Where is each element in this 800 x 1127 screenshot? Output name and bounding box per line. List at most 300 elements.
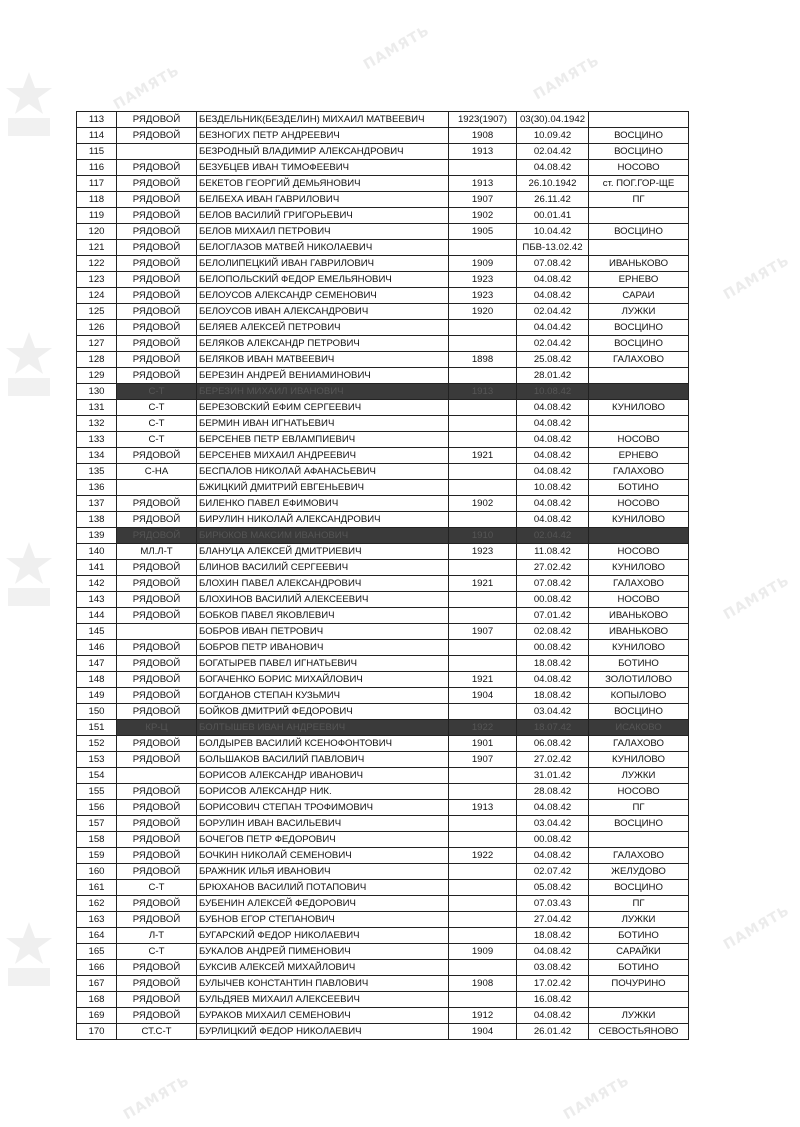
table-row	[77, 352, 689, 368]
birth-year-cell	[449, 608, 517, 624]
death-date-cell: 18.08.42	[517, 928, 589, 944]
rank-cell: С-Т	[117, 880, 197, 896]
death-date-cell: 03.08.42	[517, 960, 589, 976]
watermark-text: ПАМЯТЬ	[110, 62, 183, 114]
row-number: 145	[77, 624, 117, 640]
name-cell: БОЛЬШАКОВ ВАСИЛИЙ ПАВЛОВИЧ	[197, 752, 449, 768]
name-cell: БОГДАНОВ СТЕПАН КУЗЬМИЧ	[197, 688, 449, 704]
name-cell: БЛОХИН ПАВЕЛ АЛЕКСАНДРОВИЧ	[197, 576, 449, 592]
row-number: 140	[77, 544, 117, 560]
name-cell: БЕРЕЗИН АНДРЕЙ ВЕНИАМИНОВИЧ	[197, 368, 449, 384]
burial-place-cell: ГАЛАХОВО	[589, 352, 689, 368]
burial-place-cell: КУНИЛОВО	[589, 640, 689, 656]
table-row	[77, 928, 689, 944]
rank-cell: С-Т	[117, 416, 197, 432]
table-row	[77, 880, 689, 896]
table-row	[77, 832, 689, 848]
name-cell: БЕРСЕНЕВ ПЕТР ЕВЛАМПИЕВИЧ	[197, 432, 449, 448]
row-number: 144	[77, 608, 117, 624]
death-date-cell: 11.08.42	[517, 544, 589, 560]
rank-cell: РЯДОВОЙ	[117, 816, 197, 832]
row-number: 146	[77, 640, 117, 656]
rank-cell: С-Т	[117, 384, 197, 400]
death-date-cell: 05.08.42	[517, 880, 589, 896]
burial-place-cell: ПГ	[589, 896, 689, 912]
death-date-cell: 04.08.42	[517, 672, 589, 688]
row-number: 165	[77, 944, 117, 960]
rank-cell: РЯДОВОЙ	[117, 912, 197, 928]
rank-cell: РЯДОВОЙ	[117, 160, 197, 176]
rank-cell: МЛ.Л-Т	[117, 544, 197, 560]
table-row	[77, 320, 689, 336]
watermark-text: ПАМЯТЬ	[360, 22, 433, 74]
birth-year-cell: 1898	[449, 352, 517, 368]
death-date-cell: 04.08.42	[517, 288, 589, 304]
rank-cell: РЯДОВОЙ	[117, 736, 197, 752]
row-number: 143	[77, 592, 117, 608]
rank-cell: КР-Ц	[117, 720, 197, 736]
birth-year-cell: 1910	[449, 528, 517, 544]
rank-cell: РЯДОВОЙ	[117, 704, 197, 720]
burial-place-cell: ИСАКОВО	[589, 720, 689, 736]
table-row	[77, 672, 689, 688]
birth-year-cell	[449, 480, 517, 496]
burial-place-cell: КОПЫЛОВО	[589, 688, 689, 704]
name-cell: БОЧКИН НИКОЛАЙ СЕМЕНОВИЧ	[197, 848, 449, 864]
row-number: 137	[77, 496, 117, 512]
row-number: 150	[77, 704, 117, 720]
table-row	[77, 336, 689, 352]
name-cell: БИРУЛИН НИКОЛАЙ АЛЕКСАНДРОВИЧ	[197, 512, 449, 528]
burial-place-cell: КУНИЛОВО	[589, 560, 689, 576]
rank-cell: РЯДОВОЙ	[117, 304, 197, 320]
rank-cell: РЯДОВОЙ	[117, 656, 197, 672]
table-row	[77, 128, 689, 144]
table-row	[77, 544, 689, 560]
burial-place-cell: ВОСЦИНО	[589, 704, 689, 720]
row-number: 125	[77, 304, 117, 320]
watermark-text: ПАМЯТЬ	[530, 52, 603, 104]
death-date-cell: 07.08.42	[517, 576, 589, 592]
death-date-cell: 04.08.42	[517, 464, 589, 480]
rank-cell: СТ.С-Т	[117, 1024, 197, 1040]
table-row	[77, 896, 689, 912]
death-date-cell: 04.04.42	[517, 320, 589, 336]
table-row	[77, 144, 689, 160]
table-row	[77, 224, 689, 240]
rank-cell: РЯДОВОЙ	[117, 800, 197, 816]
rank-cell	[117, 768, 197, 784]
table-row	[77, 624, 689, 640]
table-row	[77, 416, 689, 432]
name-cell: БЕЛОЛИПЕЦКИЙ ИВАН ГАВРИЛОВИЧ	[197, 256, 449, 272]
name-cell: БОЛДЫРЕВ ВАСИЛИЙ КСЕНОФОНТОВИЧ	[197, 736, 449, 752]
row-number: 113	[77, 112, 117, 128]
name-cell: БЕСПАЛОВ НИКОЛАЙ АФАНАСЬЕВИЧ	[197, 464, 449, 480]
birth-year-cell	[449, 512, 517, 528]
name-cell: БЕРЕЗИН МИХАИЛ ИВАНОВИЧ	[197, 384, 449, 400]
row-number: 147	[77, 656, 117, 672]
row-number: 127	[77, 336, 117, 352]
table-row	[77, 176, 689, 192]
name-cell: БОРИСОВИЧ СТЕПАН ТРОФИМОВИЧ	[197, 800, 449, 816]
row-number: 134	[77, 448, 117, 464]
death-date-cell: 04.08.42	[517, 1008, 589, 1024]
name-cell: БЕЛОВ ВАСИЛИЙ ГРИГОРЬЕВИЧ	[197, 208, 449, 224]
birth-year-cell	[449, 320, 517, 336]
birth-year-cell	[449, 560, 517, 576]
name-cell: БУГАРСКИЙ ФЕДОР НИКОЛАЕВИЧ	[197, 928, 449, 944]
burial-place-cell: ЕРНЕВО	[589, 448, 689, 464]
death-date-cell: 17.02.42	[517, 976, 589, 992]
row-number: 128	[77, 352, 117, 368]
table-row	[77, 1024, 689, 1040]
name-cell: БУБЕНИН АЛЕКСЕЙ ФЕДОРОВИЧ	[197, 896, 449, 912]
rank-cell: РЯДОВОЙ	[117, 176, 197, 192]
birth-year-cell: 1901	[449, 736, 517, 752]
rank-cell: РЯДОВОЙ	[117, 560, 197, 576]
death-date-cell: 04.08.42	[517, 512, 589, 528]
row-number: 121	[77, 240, 117, 256]
death-date-cell: 04.08.42	[517, 400, 589, 416]
table-row	[77, 576, 689, 592]
death-date-cell: 26.10.1942	[517, 176, 589, 192]
death-date-cell: 00.01.41	[517, 208, 589, 224]
burial-place-cell: НОСОВО	[589, 496, 689, 512]
row-number: 119	[77, 208, 117, 224]
death-date-cell: 04.08.42	[517, 432, 589, 448]
death-date-cell: 02.04.42	[517, 336, 589, 352]
death-date-cell: 18.08.42	[517, 688, 589, 704]
rank-cell: РЯДОВОЙ	[117, 352, 197, 368]
rank-cell: С-Т	[117, 432, 197, 448]
row-number: 135	[77, 464, 117, 480]
burial-place-cell: САРАЙКИ	[589, 944, 689, 960]
burial-place-cell: ГАЛАХОВО	[589, 576, 689, 592]
birth-year-cell: 1902	[449, 208, 517, 224]
birth-year-cell	[449, 400, 517, 416]
death-date-cell: 10.08.42	[517, 384, 589, 400]
burial-place-cell: ст. ПОГ.ГОР-ЩЕ	[589, 176, 689, 192]
burial-place-cell	[589, 528, 689, 544]
row-number: 116	[77, 160, 117, 176]
name-cell: БЕЛЯКОВ АЛЕКСАНДР ПЕТРОВИЧ	[197, 336, 449, 352]
birth-year-cell: 1909	[449, 256, 517, 272]
name-cell: БОРИСОВ АЛЕКСАНДР НИК.	[197, 784, 449, 800]
table-row	[77, 752, 689, 768]
table-row	[77, 816, 689, 832]
death-date-cell: 26.01.42	[517, 1024, 589, 1040]
death-date-cell: 00.08.42	[517, 640, 589, 656]
burial-place-cell: ЗОЛОТИЛОВО	[589, 672, 689, 688]
death-date-cell: 00.08.42	[517, 832, 589, 848]
name-cell: БИРЮКОВ МАКСИМ ИВАНОВИЧ	[197, 528, 449, 544]
row-number: 126	[77, 320, 117, 336]
name-cell: БЕЛОУСОВ АЛЕКСАНДР СЕМЕНОВИЧ	[197, 288, 449, 304]
burial-place-cell: КУНИЛОВО	[589, 512, 689, 528]
name-cell: БЕЛЯЕВ АЛЕКСЕЙ ПЕТРОВИЧ	[197, 320, 449, 336]
death-date-cell: 02.08.42	[517, 624, 589, 640]
table-row	[77, 112, 689, 128]
row-number: 169	[77, 1008, 117, 1024]
birth-year-cell	[449, 784, 517, 800]
burial-place-cell: ВОСЦИНО	[589, 144, 689, 160]
table-row	[77, 272, 689, 288]
name-cell: БУЛЫЧЕВ КОНСТАНТИН ПАВЛОВИЧ	[197, 976, 449, 992]
name-cell: БОБРОВ ПЕТР ИВАНОВИЧ	[197, 640, 449, 656]
table-row	[77, 800, 689, 816]
death-date-cell: 10.08.42	[517, 480, 589, 496]
death-date-cell: 04.08.42	[517, 848, 589, 864]
birth-year-cell: 1905	[449, 224, 517, 240]
roster-body	[77, 112, 689, 1040]
birth-year-cell: 1923	[449, 288, 517, 304]
table-row	[77, 912, 689, 928]
name-cell: БУРАКОВ МИХАИЛ СЕМЕНОВИЧ	[197, 1008, 449, 1024]
death-date-cell: 07.01.42	[517, 608, 589, 624]
death-date-cell: 27.02.42	[517, 752, 589, 768]
row-number: 114	[77, 128, 117, 144]
table-row	[77, 640, 689, 656]
name-cell: БЕЛБЕХА ИВАН ГАВРИЛОВИЧ	[197, 192, 449, 208]
birth-year-cell	[449, 928, 517, 944]
rank-cell: РЯДОВОЙ	[117, 112, 197, 128]
birth-year-cell	[449, 816, 517, 832]
watermark-text: ПАМЯТЬ	[720, 252, 793, 304]
birth-year-cell	[449, 368, 517, 384]
rank-cell: РЯДОВОЙ	[117, 640, 197, 656]
table-row	[77, 400, 689, 416]
burial-place-cell	[589, 992, 689, 1008]
burial-place-cell: ВОСЦИНО	[589, 816, 689, 832]
name-cell: БЕЗУБЦЕВ ИВАН ТИМОФЕЕВИЧ	[197, 160, 449, 176]
death-date-cell: 18.08.42	[517, 656, 589, 672]
name-cell: БУЛЬДЯЕВ МИХАИЛ АЛЕКСЕЕВИЧ	[197, 992, 449, 1008]
burial-place-cell: ИВАНЬКОВО	[589, 256, 689, 272]
birth-year-cell	[449, 416, 517, 432]
name-cell: БУКАЛОВ АНДРЕЙ ПИМЕНОВИЧ	[197, 944, 449, 960]
burial-place-cell	[589, 208, 689, 224]
table-row	[77, 208, 689, 224]
burial-place-cell	[589, 112, 689, 128]
watermark-text: ПАМЯТЬ	[560, 1072, 633, 1124]
table-row	[77, 368, 689, 384]
row-number: 120	[77, 224, 117, 240]
death-date-cell: 04.08.42	[517, 496, 589, 512]
table-row	[77, 496, 689, 512]
birth-year-cell: 1907	[449, 624, 517, 640]
table-row	[77, 256, 689, 272]
birth-year-cell	[449, 656, 517, 672]
memory-logo-watermark	[4, 330, 54, 400]
watermark-text: ПАМЯТЬ	[120, 1072, 193, 1124]
row-number: 156	[77, 800, 117, 816]
row-number: 124	[77, 288, 117, 304]
table-row	[77, 656, 689, 672]
table-row	[77, 448, 689, 464]
birth-year-cell: 1921	[449, 448, 517, 464]
rank-cell: РЯДОВОЙ	[117, 320, 197, 336]
birth-year-cell	[449, 464, 517, 480]
death-date-cell: 28.01.42	[517, 368, 589, 384]
burial-place-cell	[589, 368, 689, 384]
rank-cell: РЯДОВОЙ	[117, 1008, 197, 1024]
name-cell: БУКСИВ АЛЕКСЕЙ МИХАЙЛОВИЧ	[197, 960, 449, 976]
row-number: 163	[77, 912, 117, 928]
row-number: 117	[77, 176, 117, 192]
birth-year-cell: 1922	[449, 848, 517, 864]
birth-year-cell	[449, 592, 517, 608]
soldier-roster-table	[76, 111, 689, 1040]
rank-cell: РЯДОВОЙ	[117, 208, 197, 224]
table-row-redacted	[77, 720, 689, 736]
rank-cell: С-Т	[117, 944, 197, 960]
name-cell: БЕЛЯКОВ ИВАН МАТВЕЕВИЧ	[197, 352, 449, 368]
rank-cell	[117, 144, 197, 160]
name-cell: БЕРСЕНЕВ МИХАИЛ АНДРЕЕВИЧ	[197, 448, 449, 464]
table-row	[77, 848, 689, 864]
rank-cell: РЯДОВОЙ	[117, 976, 197, 992]
name-cell: БЕЛОПОЛЬСКИЙ ФЕДОР ЕМЕЛЬЯНОВИЧ	[197, 272, 449, 288]
birth-year-cell: 1923(1907)	[449, 112, 517, 128]
death-date-cell: 10.09.42	[517, 128, 589, 144]
table-row	[77, 480, 689, 496]
row-number: 131	[77, 400, 117, 416]
rank-cell: РЯДОВОЙ	[117, 240, 197, 256]
rank-cell: РЯДОВОЙ	[117, 672, 197, 688]
row-number: 122	[77, 256, 117, 272]
rank-cell: РЯДОВОЙ	[117, 992, 197, 1008]
death-date-cell: 02.04.42	[517, 144, 589, 160]
birth-year-cell: 1913	[449, 144, 517, 160]
table-row	[77, 464, 689, 480]
rank-cell: РЯДОВОЙ	[117, 368, 197, 384]
row-number: 168	[77, 992, 117, 1008]
table-row	[77, 976, 689, 992]
death-date-cell: ПБВ-13.02.42	[517, 240, 589, 256]
death-date-cell: 16.08.42	[517, 992, 589, 1008]
rank-cell: РЯДОВОЙ	[117, 496, 197, 512]
birth-year-cell	[449, 768, 517, 784]
name-cell: БЛОХИНОВ ВАСИЛИЙ АЛЕКСЕЕВИЧ	[197, 592, 449, 608]
birth-year-cell	[449, 880, 517, 896]
birth-year-cell: 1921	[449, 672, 517, 688]
name-cell: БЕЛОВ МИХАИЛ ПЕТРОВИЧ	[197, 224, 449, 240]
rank-cell: РЯДОВОЙ	[117, 608, 197, 624]
burial-place-cell: ВОСЦИНО	[589, 128, 689, 144]
birth-year-cell: 1912	[449, 1008, 517, 1024]
death-date-cell: 04.08.42	[517, 800, 589, 816]
rank-cell: РЯДОВОЙ	[117, 448, 197, 464]
memory-logo-watermark	[4, 540, 54, 610]
burial-place-cell: ПГ	[589, 800, 689, 816]
rank-cell: РЯДОВОЙ	[117, 256, 197, 272]
row-number: 157	[77, 816, 117, 832]
watermark-text: ПАМЯТЬ	[720, 902, 793, 954]
table-row-redacted	[77, 528, 689, 544]
row-number: 115	[77, 144, 117, 160]
birth-year-cell: 1920	[449, 304, 517, 320]
birth-year-cell: 1921	[449, 576, 517, 592]
row-number: 148	[77, 672, 117, 688]
burial-place-cell: ЕРНЕВО	[589, 272, 689, 288]
table-row	[77, 944, 689, 960]
death-date-cell: 07.08.42	[517, 256, 589, 272]
name-cell: БЕЗНОГИХ ПЕТР АНДРЕЕВИЧ	[197, 128, 449, 144]
row-number: 136	[77, 480, 117, 496]
table-row	[77, 432, 689, 448]
burial-place-cell: БОТИНО	[589, 928, 689, 944]
burial-place-cell: ЛУЖКИ	[589, 304, 689, 320]
row-number: 141	[77, 560, 117, 576]
name-cell: БОЧЕГОВ ПЕТР ФЕДОРОВИЧ	[197, 832, 449, 848]
death-date-cell: 04.08.42	[517, 160, 589, 176]
burial-place-cell: СЕВОСТЬЯНОВО	[589, 1024, 689, 1040]
birth-year-cell	[449, 336, 517, 352]
birth-year-cell: 1907	[449, 192, 517, 208]
rank-cell: РЯДОВОЙ	[117, 864, 197, 880]
table-row	[77, 688, 689, 704]
burial-place-cell: БОТИНО	[589, 656, 689, 672]
death-date-cell: 06.08.42	[517, 736, 589, 752]
name-cell: БУРЛИЦКИЙ ФЕДОР НИКОЛАЕВИЧ	[197, 1024, 449, 1040]
rank-cell: РЯДОВОЙ	[117, 960, 197, 976]
row-number: 152	[77, 736, 117, 752]
table-row	[77, 736, 689, 752]
burial-place-cell: ПГ	[589, 192, 689, 208]
birth-year-cell: 1904	[449, 1024, 517, 1040]
burial-place-cell	[589, 240, 689, 256]
name-cell: БЕЛОУСОВ ИВАН АЛЕКСАНДРОВИЧ	[197, 304, 449, 320]
memory-logo-watermark	[4, 920, 54, 990]
death-date-cell: 27.04.42	[517, 912, 589, 928]
birth-year-cell: 1904	[449, 688, 517, 704]
burial-place-cell: ПОЧУРИНО	[589, 976, 689, 992]
death-date-cell: 02.04.42	[517, 528, 589, 544]
row-number: 170	[77, 1024, 117, 1040]
death-date-cell: 03.04.42	[517, 704, 589, 720]
burial-place-cell: ВОСЦИНО	[589, 224, 689, 240]
rank-cell	[117, 624, 197, 640]
burial-place-cell: ЖЕЛУДОВО	[589, 864, 689, 880]
name-cell: БОЙКОВ ДМИТРИЙ ФЕДОРОВИЧ	[197, 704, 449, 720]
row-number: 154	[77, 768, 117, 784]
row-number: 132	[77, 416, 117, 432]
rank-cell: РЯДОВОЙ	[117, 512, 197, 528]
birth-year-cell: 1908	[449, 976, 517, 992]
table-row	[77, 192, 689, 208]
death-date-cell: 25.08.42	[517, 352, 589, 368]
table-row	[77, 768, 689, 784]
burial-place-cell: ВОСЦИНО	[589, 880, 689, 896]
name-cell: БОЛТЫШЕВ ИВАН АНДРЕЕВИЧ	[197, 720, 449, 736]
birth-year-cell: 1923	[449, 544, 517, 560]
death-date-cell: 02.04.42	[517, 304, 589, 320]
rank-cell: РЯДОВОЙ	[117, 224, 197, 240]
birth-year-cell	[449, 160, 517, 176]
burial-place-cell: НОСОВО	[589, 160, 689, 176]
burial-place-cell: ГАЛАХОВО	[589, 464, 689, 480]
rank-cell: РЯДОВОЙ	[117, 128, 197, 144]
table-row	[77, 864, 689, 880]
name-cell: БИЛЕНКО ПАВЕЛ ЕФИМОВИЧ	[197, 496, 449, 512]
row-number: 164	[77, 928, 117, 944]
row-number: 159	[77, 848, 117, 864]
rank-cell: С-НА	[117, 464, 197, 480]
name-cell: БЕЗРОДНЫЙ ВЛАДИМИР АЛЕКСАНДРОВИЧ	[197, 144, 449, 160]
memory-logo-watermark	[4, 70, 54, 140]
rank-cell: РЯДОВОЙ	[117, 688, 197, 704]
